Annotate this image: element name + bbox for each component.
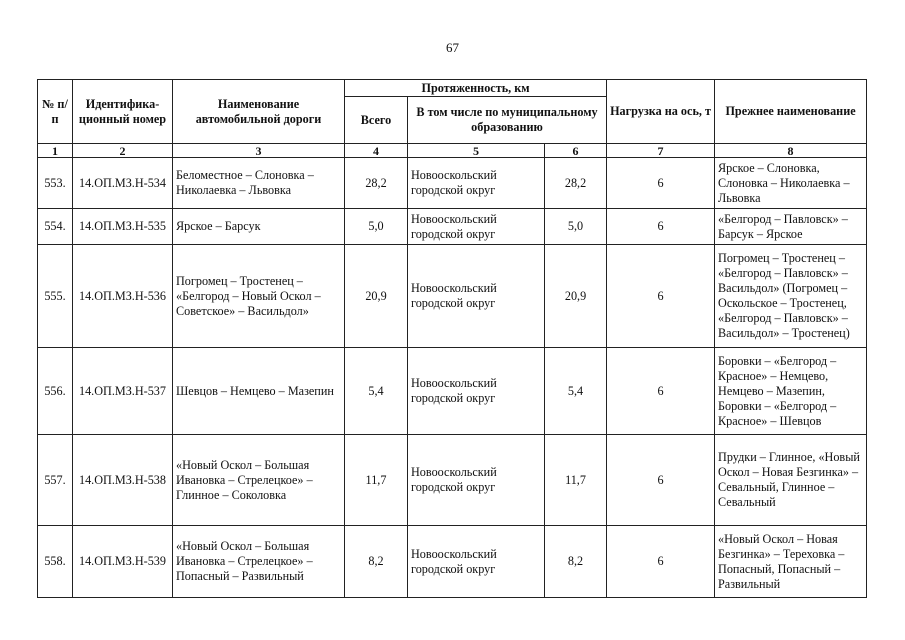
length-municipal: 20,9	[545, 245, 607, 348]
length-total: 8,2	[345, 526, 408, 598]
header-load: Нагрузка на ось, т	[607, 80, 715, 144]
former-name: Погромец – Тростенец – «Белгород – Павловск» – Васильдол» (Погромец – Оскольское – Тростенец, «Белгород – Павловск» – Васильдол» – Тростенец)	[715, 245, 867, 348]
length-total: 5,0	[345, 209, 408, 245]
column-number: 7	[607, 144, 715, 158]
length-municipal: 28,2	[545, 158, 607, 209]
column-number: 2	[73, 144, 173, 158]
road-id: 14.ОП.МЗ.Н-539	[73, 526, 173, 598]
axle-load: 6	[607, 158, 715, 209]
column-number: 4	[345, 144, 408, 158]
header-id: Идентифика-ционный номер	[73, 80, 173, 144]
header-total: Всего	[345, 97, 408, 144]
road-id: 14.ОП.МЗ.Н-537	[73, 348, 173, 435]
row-number: 555.	[38, 245, 73, 348]
road-name: Шевцов – Немцево – Мазепин	[173, 348, 345, 435]
length-total: 5,4	[345, 348, 408, 435]
header-former: Прежнее наименование	[715, 80, 867, 144]
row-number: 557.	[38, 435, 73, 526]
table-row	[38, 158, 867, 209]
road-name: Погромец – Тростенец – «Белгород – Новый Оскол – Советское» – Васильдол»	[173, 245, 345, 348]
column-number: 8	[715, 144, 867, 158]
header-length: Протяженность, км	[345, 80, 607, 97]
road-name: Ярское – Барсук	[173, 209, 345, 245]
length-municipal: 5,0	[545, 209, 607, 245]
former-name: «Белгород – Павловск» – Барсук – Ярское	[715, 209, 867, 245]
road-id: 14.ОП.МЗ.Н-538	[73, 435, 173, 526]
header-num: № п/п	[38, 80, 73, 144]
municipality: Новооскольский городской округ	[408, 435, 545, 526]
roads-table	[37, 79, 867, 598]
road-id: 14.ОП.МЗ.Н-535	[73, 209, 173, 245]
table-row	[38, 526, 867, 598]
former-name: Боровки – «Белгород – Красное» – Немцево, Немцево – Мазепин, Боровки – «Белгород – Красное» – Шевцов	[715, 348, 867, 435]
municipality: Новооскольский городской округ	[408, 526, 545, 598]
header-name: Наименование автомобильной дороги	[173, 80, 345, 144]
municipality: Новооскольский городской округ	[408, 209, 545, 245]
column-number: 3	[173, 144, 345, 158]
table-row	[38, 209, 867, 245]
axle-load: 6	[607, 348, 715, 435]
axle-load: 6	[607, 526, 715, 598]
table-row	[38, 435, 867, 526]
page-number: 67	[446, 40, 459, 55]
municipality: Новооскольский городской округ	[408, 348, 545, 435]
former-name: Прудки – Глинное, «Новый Оскол – Новая Безгинка» – Севальный, Глинное – Севальный	[715, 435, 867, 526]
row-number: 554.	[38, 209, 73, 245]
length-municipal: 5,4	[545, 348, 607, 435]
column-number: 5	[408, 144, 545, 158]
length-total: 28,2	[345, 158, 408, 209]
road-name: Беломестное – Слоновка – Николаевка – Львовка	[173, 158, 345, 209]
municipality: Новооскольский городской округ	[408, 158, 545, 209]
road-id: 14.ОП.МЗ.Н-534	[73, 158, 173, 209]
row-number: 558.	[38, 526, 73, 598]
length-total: 20,9	[345, 245, 408, 348]
column-number: 1	[38, 144, 73, 158]
road-name: «Новый Оскол – Большая Ивановка – Стрелецкое» – Глинное – Соколовка	[173, 435, 345, 526]
length-municipal: 8,2	[545, 526, 607, 598]
table-row	[38, 348, 867, 435]
road-id: 14.ОП.МЗ.Н-536	[73, 245, 173, 348]
road-name: «Новый Оскол – Большая Ивановка – Стрелецкое» – Попасный – Развильный	[173, 526, 345, 598]
former-name: «Новый Оскол – Новая Безгинка» – Тереховка – Попасный, Попасный – Развильный	[715, 526, 867, 598]
row-number: 556.	[38, 348, 73, 435]
column-number: 6	[545, 144, 607, 158]
former-name: Ярское – Слоновка, Слоновка – Николаевка – Львовка	[715, 158, 867, 209]
table-row	[38, 245, 867, 348]
axle-load: 6	[607, 209, 715, 245]
row-number: 553.	[38, 158, 73, 209]
axle-load: 6	[607, 245, 715, 348]
length-municipal: 11,7	[545, 435, 607, 526]
header-municipal: В том числе по муниципальному образованию	[408, 97, 607, 144]
length-total: 11,7	[345, 435, 408, 526]
municipality: Новооскольский городской округ	[408, 245, 545, 348]
axle-load: 6	[607, 435, 715, 526]
